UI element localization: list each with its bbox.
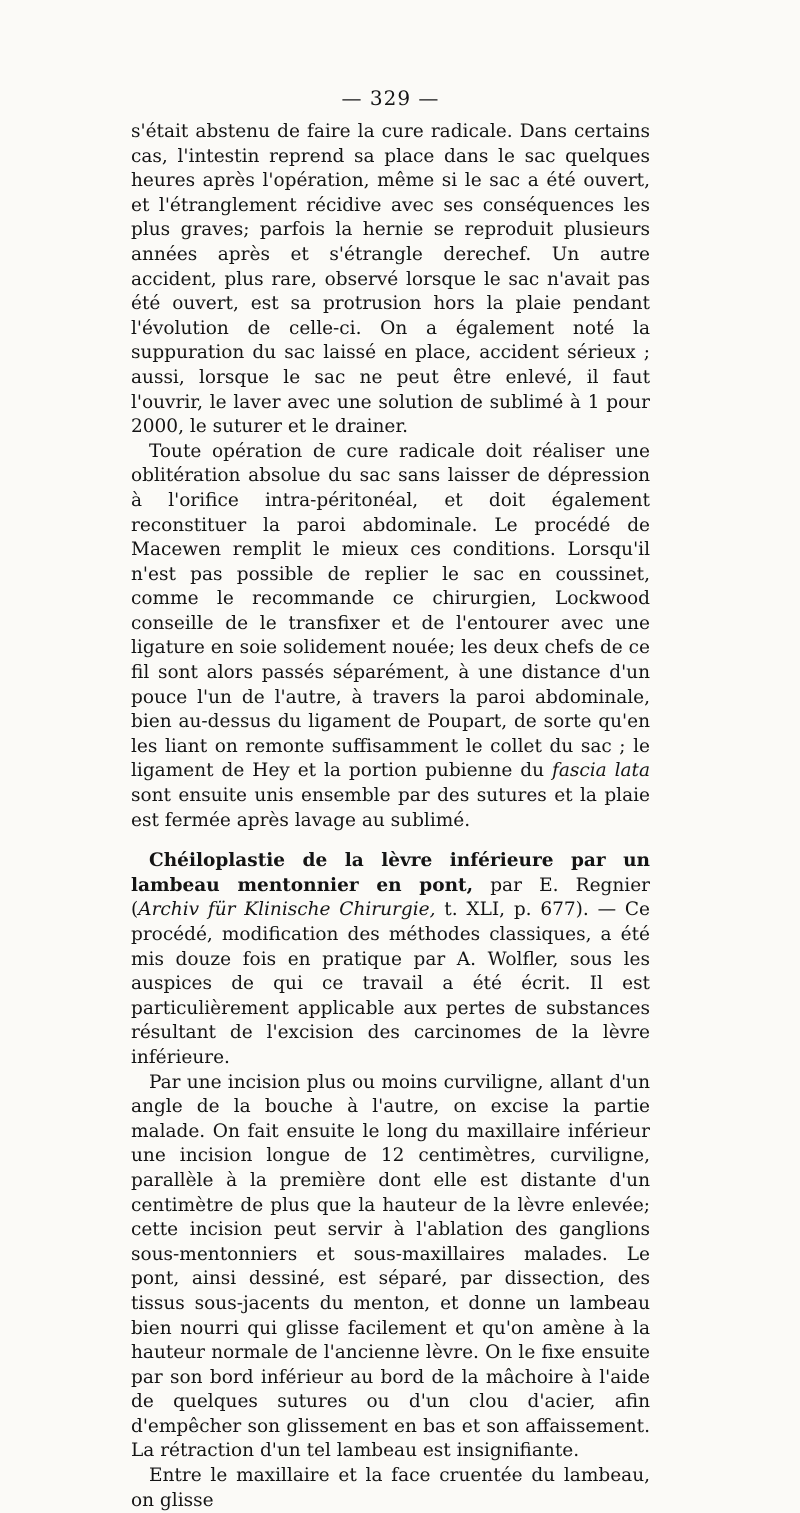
article-journal: Archiv für Klinische Chirurgie, — [138, 899, 436, 921]
paragraph-4: Entre le maxillaire et la face cruentée du lambeau, on glisse — [131, 1465, 650, 1511]
paragraph-1: s'était abstenu de faire la cure radicale. Dans certains cas, l'intestin reprend sa place dans le sac quelques heures après l'opération, même si le sac a été ouvert, et l'étranglement récidive avec ses conséquences les plus graves; parfois la hernie se reproduit plusieurs années après et s'étrangle derechef. Un autre accident, plus rare, observé lorsque le sac n'avait pas été ouvert, est sa protrusion hors la plaie pendant l'évolution de celle-ci. On a également noté la suppuration du sac laissé en place, accident sérieux ; aussi, lorsque le sac ne peut être enlevé, il faut l'ouvrir, le laver avec une solution de sublimé à 1 pour 2000, le suturer et le drainer. — [131, 121, 650, 438]
article-heading-paragraph — [131, 849, 650, 1070]
paragraph-2 — [131, 440, 650, 834]
page-body — [131, 120, 650, 1513]
paragraph-2-tail: sont ensuite unis ensemble par des sutures et la plaie est fermée après lavage au sublimé. — [131, 785, 650, 831]
paragraph-2-italic: fascia lata — [551, 760, 650, 782]
article-title: Chéiloplastie de la lèvre inférieure par un lambeau mentonnier en pont, — [131, 850, 650, 896]
article-author: par E. Regnier ( — [131, 874, 650, 921]
paragraph-2-text: Toute opération de cure radicale doit réaliser une oblitération absolue du sac sans laisser de dépression à l'orifice intra-péritonéal, et doit également reconstituer la paroi abdominale. Le procédé de Macewen remplit le mieux ces conditions. Lorsqu'il n'est pas possible de replier le sac en coussinet, comme le recommande ce chirurgien, Lockwood conseille de le transfixer et de l'entourer avec une ligature en soie solidement nouée; les deux chefs de ce fil sont alors passés séparément, à une distance d'un pouce l'un de l'autre, à travers la paroi abdominale, bien au-dessus du ligament de Poupart, de sorte qu'en les liant on remonte suffisamment le collet du sac ; le ligament de Hey et la portion pubienne du — [131, 440, 650, 782]
article-summary: t. XLI, p. 677). — Ce procédé, modification des méthodes classiques, a été mis douze fois en pratique par A. Wolfler, sous les auspices de qui ce travail a été écrit. Il est particulièrement applicable aux pertes de substances résultant de l'excision des carcinomes de la lèvre inférieure. — [131, 899, 650, 1068]
page-number: — 329 — — [341, 86, 440, 110]
paragraph-3: Par une incision plus ou moins curviligne, allant d'un angle de la bouche à l'autre, on excise la partie malade. On fait ensuite le long du maxillaire inférieur une incision longue de 12 centimètres, curviligne, parallèle à la première dont elle est distante d'un centimètre de plus que la hauteur de la lèvre enlevée; cette incision peut servir à l'ablation des ganglions sous-mentonniers et sous-maxillaires malades. Le pont, ainsi dessiné, est séparé, par dissection, des tissus sous-jacents du menton, et donne un lambeau bien nourri qui glisse facilement et qu'on amène à la hauteur normale de l'ancienne lèvre. On le fixe ensuite par son bord inférieur au bord de la mâchoire à l'aide de quelques sutures ou d'un clou d'acier, afin d'empêcher son glissement en bas et son affaissement. La rétraction d'un tel lambeau est insignifiante. — [131, 1071, 650, 1462]
